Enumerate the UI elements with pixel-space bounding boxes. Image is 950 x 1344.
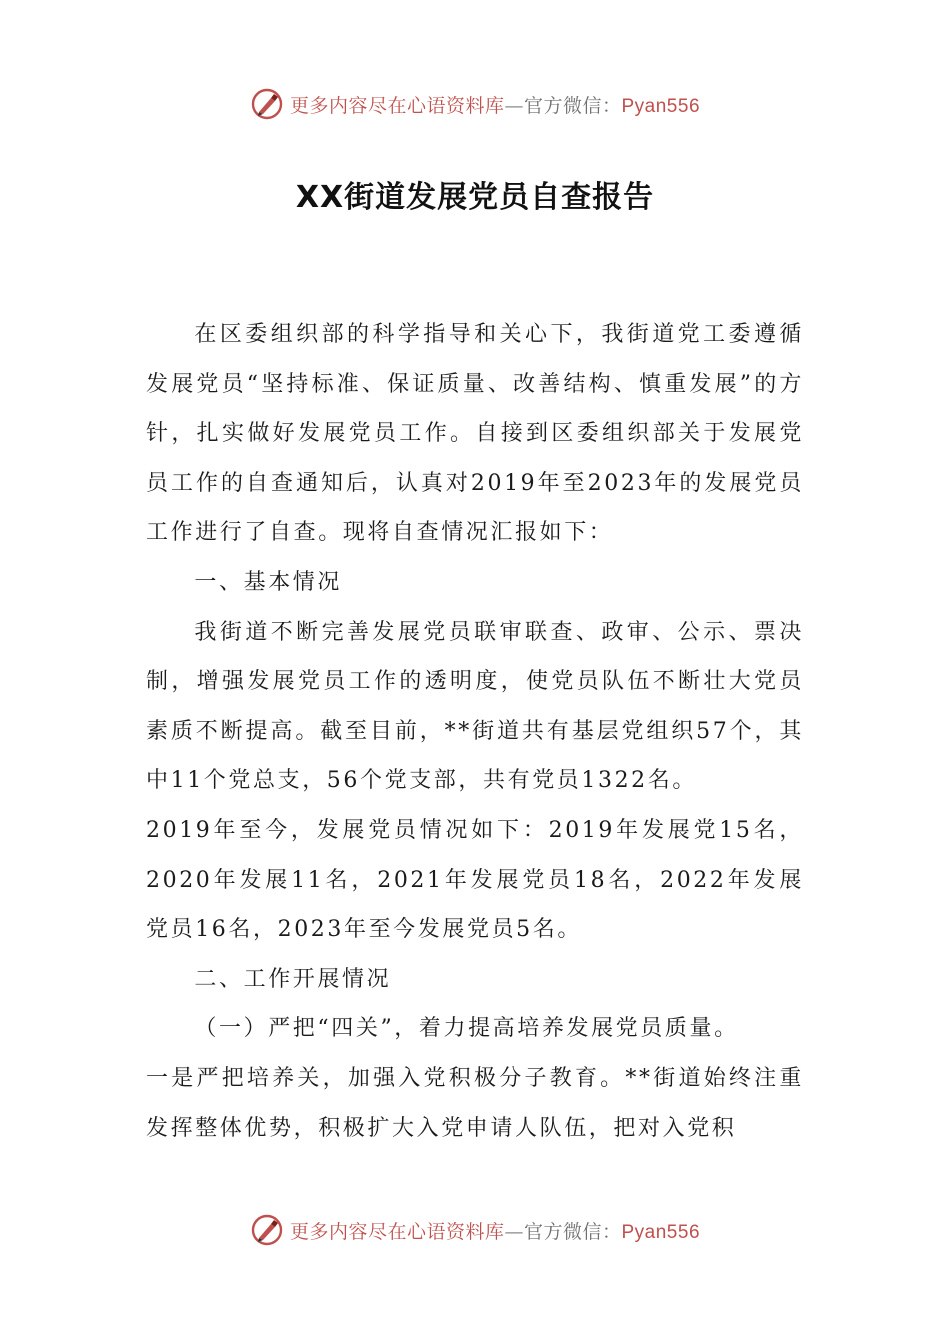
header-watermark — [0, 84, 950, 124]
banner-dash: — — [504, 94, 524, 117]
banner-wechat-id: Pyan556 — [621, 95, 701, 117]
banner-dash: — — [504, 1220, 524, 1243]
banner-wechat-label: 官方微信： — [523, 94, 622, 117]
paragraph-development-stats: 2019年至今，发展党员情况如下：2019年发展党15名，2020年发展11名，2021年发展党员18名，2022年发展党员16名，2023年至今发展党员5名。 — [146, 817, 804, 943]
paragraph-basic-situation: 我街道不断完善发展党员联审联查、政审、公示、票决制，增强发展党员工作的透明度，使党员队伍不断壮大党员素质不断提高。截至目前，**街道共有基层党组织57个，其中11个党总支，56个党支部，共有党员1322名。 — [146, 619, 804, 794]
pen-circle-logo-icon — [250, 87, 284, 121]
document-body — [146, 310, 804, 1153]
footer-watermark — [0, 1210, 950, 1250]
paragraph-training-gate: 一是严把培养关，加强入党积极分子教育。**街道始终注重发挥整体优势，积极扩大入党申请人队伍，把对入党积 — [146, 1065, 804, 1141]
section-heading-work: 二、工作开展情况 — [194, 966, 392, 992]
document-title: XX街道发展党员自查报告 — [295, 180, 655, 215]
banner-wechat-label: 官方微信： — [523, 1220, 622, 1243]
banner-library-text: 更多内容尽在心语资料库 — [289, 94, 505, 117]
paragraph-intro: 在区委组织部的科学指导和关心下，我街道党工委遵循发展党员“坚持标准、保证质量、改善结构、慎重发展”的方针，扎实做好发展党员工作。自接到区委组织部关于发展党员工作的自查通知后，认真对2019年至2023年的发展党员工作进行了自查。现将自查情况汇报如下： — [146, 322, 804, 546]
banner-wechat-id: Pyan556 — [621, 1221, 701, 1243]
section-heading-basic: 一、基本情况 — [194, 569, 342, 595]
pen-circle-logo-icon — [250, 1213, 284, 1247]
banner-library-text: 更多内容尽在心语资料库 — [289, 1220, 505, 1243]
subsection-heading-four-gates: （一）严把“四关”，着力提高培养发展党员质量。 — [194, 1016, 739, 1042]
